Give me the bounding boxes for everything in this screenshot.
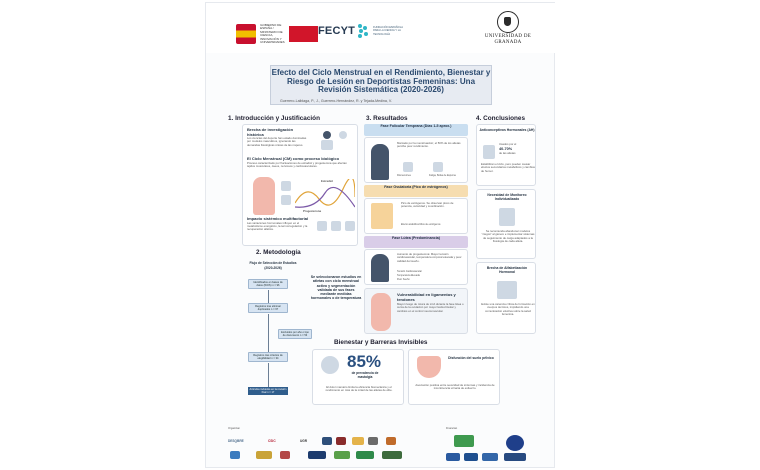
organizer-logo bbox=[352, 437, 364, 445]
desqbre-logo: DESQBRE bbox=[228, 439, 244, 443]
pelvic-title: Disfunción del suelo pélvico bbox=[448, 356, 494, 360]
pelvic-panel bbox=[408, 349, 500, 405]
cm-title: El Ciclo Menstrual (CM) como proceso biológico bbox=[247, 156, 340, 161]
flow-box-included: Artículos incluidos en la revisión final n = 17 bbox=[249, 388, 287, 395]
phase2-text: Pico de estrógenos. Se observan picos de potencia, velocidad y coordinación. bbox=[401, 201, 454, 209]
vulnerability-text: Mayor riesgo de rotura de LCA durante la fase lútea o cerca de la ovulación por mayor laxitud tisular y cambios en el control neuromuscular. bbox=[397, 302, 464, 313]
athlete-cramp-icon bbox=[371, 144, 389, 180]
mastalgia-stat: 85% bbox=[347, 352, 382, 371]
fecyt-dots-icon bbox=[358, 24, 370, 38]
coaching-team-icon bbox=[497, 281, 517, 299]
phase1-header: Fase Folicular Temprana (Días 1-5 aprox.) bbox=[364, 124, 468, 136]
recovery-icon bbox=[345, 221, 355, 231]
body-anatomy-icon bbox=[253, 177, 275, 215]
female-figure-icon bbox=[339, 131, 347, 139]
ugr-logo: UGR bbox=[300, 439, 308, 443]
methods-note: Se seleccionaron estudios en atletas con ciclo menstrual activo y segmentación validada de sus fases mediante medidas hormonales o de temperatura bbox=[310, 275, 362, 301]
organizer-logo bbox=[382, 451, 402, 459]
vulnerability-title: Vulnerabilidad en ligamentos y tendones bbox=[397, 292, 456, 302]
flow-box-excluded: Excluidos por año o tipo de documento n = 53 bbox=[278, 329, 312, 339]
impact-title: Impacto sistémico multifactorial bbox=[247, 216, 309, 221]
phase3-icon-label: Temperatura Elevada bbox=[397, 274, 420, 277]
heart-icon bbox=[281, 181, 291, 191]
thermometer-icon bbox=[331, 221, 341, 231]
organizer-logo bbox=[356, 451, 374, 459]
university-seal-icon bbox=[497, 11, 519, 33]
government-logo bbox=[236, 23, 318, 45]
organizer-logo bbox=[334, 451, 350, 459]
phase2-panel bbox=[364, 198, 468, 234]
male-figure-icon bbox=[323, 131, 331, 139]
junta-andalucia-logo bbox=[454, 435, 474, 447]
flow-box-eligibility: Registros tras criterios de elegibilidad n = 34 bbox=[248, 352, 288, 362]
poster-title: Efecto del Ciclo Menstrual en el Rendimiento, Bienestar y Riesgo de Lesión en Deportistas Femeninas: Una Revisión Sistemática (2020-2026) bbox=[271, 68, 491, 95]
funder-logo bbox=[446, 453, 460, 461]
organizer-logo bbox=[322, 437, 332, 445]
poster bbox=[205, 2, 555, 468]
flow-title: Flujo de Selección de Estudios (2020-2026) bbox=[249, 261, 297, 270]
phase1-icon-label: Dismenorrea bbox=[397, 174, 411, 177]
knee-ligament-icon bbox=[371, 293, 391, 331]
athlete-running-icon bbox=[371, 203, 393, 229]
funder-logo bbox=[482, 453, 498, 461]
phase1-text: Marcado por la menstruación; el 50% de los atletas percibe peor rendimiento. bbox=[397, 141, 461, 149]
organizer-logo bbox=[336, 437, 346, 445]
breast-pain-icon bbox=[321, 356, 339, 374]
vulnerability-panel bbox=[364, 288, 468, 334]
section-heading-methods: 2. Metodología bbox=[256, 249, 301, 256]
funder-logo bbox=[504, 453, 526, 461]
flow-arrow bbox=[268, 363, 269, 387]
pelvic-floor-icon bbox=[417, 356, 441, 378]
mastalgia-panel bbox=[312, 349, 404, 405]
poster-authors: Guerrero-Laiblaga, P., J., Guerrero-Hernández, R. y Tejada-Medina, V. bbox=[280, 99, 392, 103]
phase2-header: Fase Ovulatoria (Pico de estrógenos) bbox=[364, 185, 468, 197]
ministry-red-block bbox=[289, 26, 318, 42]
eu-logo bbox=[506, 435, 524, 451]
athlete-tired-icon bbox=[371, 254, 389, 282]
c2-text: Se recomienda abandonar modelos "ciegos" al género e implementar sistemas de seguimiento de carga adaptados a la fisiología de cada atleta. bbox=[481, 229, 535, 243]
organizers-label: Organizan bbox=[228, 427, 240, 430]
phase3-panel bbox=[364, 249, 468, 285]
section-heading-conclusions: 4. Conclusiones bbox=[476, 115, 526, 122]
csic-logo: CSIC bbox=[268, 439, 276, 443]
phase3-icon-label: Tensión Cardiovascular bbox=[397, 270, 422, 273]
pill-pack-icon bbox=[483, 145, 495, 159]
cm-text: Proceso caracterizado por fluctuaciones de estradiol y progesterona que afectan tejidos musculares, óseos, nerviosos y cardiovasculares. bbox=[247, 160, 347, 168]
conclusion-contraceptives bbox=[476, 124, 536, 186]
organizer-logo bbox=[308, 451, 326, 459]
spain-shield-icon bbox=[236, 24, 256, 44]
gap-block bbox=[247, 128, 309, 147]
phase1-panel bbox=[364, 137, 468, 183]
university-name: UNIVERSIDAD DE GRANADA bbox=[484, 34, 532, 45]
organizer-logo bbox=[230, 451, 240, 459]
section-heading-results: 3. Resultados bbox=[366, 115, 408, 122]
muscle-icon bbox=[281, 195, 291, 205]
conclusion-literacy bbox=[476, 262, 536, 334]
gap-chart-icon bbox=[321, 140, 333, 150]
estradiol-label: Estradiol bbox=[321, 179, 333, 183]
impact-text: Las variaciones hormonales influyen en el metabolismo energético, la termorregulación y la recuperación atlética. bbox=[247, 220, 308, 232]
phase3-icon-label: Peor Sueño bbox=[397, 278, 410, 281]
pelvic-text: Asociación positiva entre severidad de síntomas y incidencia de incontinencia urinaria de esfuerzo. bbox=[415, 383, 495, 391]
intro-panel bbox=[242, 124, 358, 246]
impact-block bbox=[247, 217, 311, 231]
gap-text: Los ciencias del deporte han estado dominadas por modelos masculinos, ignorando las demandas fisiológicas únicas de las mujeres. bbox=[247, 136, 307, 147]
monitoring-device-icon bbox=[499, 208, 515, 226]
c3-title: Brecha de Alfabetización Hormonal bbox=[486, 266, 528, 274]
dysmenorrhea-icon bbox=[403, 162, 413, 172]
sponsor-logos bbox=[206, 427, 556, 469]
c1-text: Usados por el bbox=[499, 142, 517, 146]
phase3-header: Fase Lútea (Predominancia) bbox=[364, 236, 468, 248]
fecyt-name: FECYT bbox=[318, 25, 356, 37]
poster-header bbox=[206, 3, 556, 53]
c1-percentage: 40-70% bbox=[499, 147, 513, 151]
funders-label: Financian bbox=[446, 427, 458, 430]
organizer-logo bbox=[256, 451, 272, 459]
organizer-logo bbox=[368, 437, 378, 445]
flow-box-duplicates: Registros tras eliminar duplicados n = 67 bbox=[248, 303, 288, 313]
prisma-flow bbox=[242, 259, 309, 409]
fecyt-subtitle: FUNDACIÓN ESPAÑOLA PARA LA CIENCIA Y LA TECNOLOGÍA bbox=[373, 26, 403, 36]
fecyt-logo bbox=[318, 24, 405, 38]
c2-title: Necesidad de Monitoreo Individualizado bbox=[487, 193, 527, 201]
organizer-logo bbox=[280, 451, 290, 459]
hormone-curve-graph bbox=[295, 179, 355, 213]
conclusion-monitoring bbox=[476, 189, 536, 259]
cm-block bbox=[247, 157, 353, 168]
c1-text2: de las atletas bbox=[499, 151, 516, 155]
progesterona-label: Progesterona bbox=[303, 209, 322, 213]
funder-logo bbox=[464, 453, 478, 461]
metabolism-icon bbox=[317, 221, 327, 231]
organizer-logo bbox=[386, 437, 396, 445]
phase2-note: Efecto anabólico/Altos de estrógenos bbox=[401, 223, 441, 226]
flow-box-identified: Identificados en bases de datos (WOS) n = 96 bbox=[248, 279, 288, 289]
section-heading-intro: 1. Introducción y Justificación bbox=[228, 115, 320, 122]
c3-text: Existe una carencia crítica de formación en cuerpos técnicos, impidiendo una comunicación efectiva sobre la salud femenina. bbox=[481, 302, 535, 316]
mastalgia-label: de prevalencia de mastalgia bbox=[351, 371, 379, 379]
flow-arrow bbox=[268, 314, 269, 352]
mastalgia-text: El dolor mamario limita la eficiencia biomecánica y el rendimiento en más de la mitad de las atletas de élite. bbox=[325, 385, 393, 393]
university-logo bbox=[478, 11, 538, 46]
fatigue-icon bbox=[433, 162, 443, 172]
section-heading-wellbeing: Bienestar y Barreras Invisibles bbox=[334, 339, 428, 346]
c1-title: Anticonceptivos Hormonales (AH) bbox=[479, 128, 535, 132]
flow-arrow bbox=[268, 290, 269, 303]
c1-bullets: Estabilizan el ciclo, pero pueden causar efectos secundarios metabólicos y cambios de humor. bbox=[481, 162, 535, 173]
phase3-text: Aumento de progesterona: Mayor tensión cardiovascular, temperatura corporal elevada y peor calidad del sueño. bbox=[397, 252, 462, 263]
phase1-icon-label: Fatiga, Bolsa de Espuma bbox=[429, 174, 456, 177]
gap-title: Brecha de investigación histórica bbox=[247, 127, 294, 137]
government-text: GOBIERNO DE ESPAÑA / MINISTERIO DE CIENCIA, INNOVACIÓN Y UNIVERSIDADES bbox=[260, 22, 285, 44]
